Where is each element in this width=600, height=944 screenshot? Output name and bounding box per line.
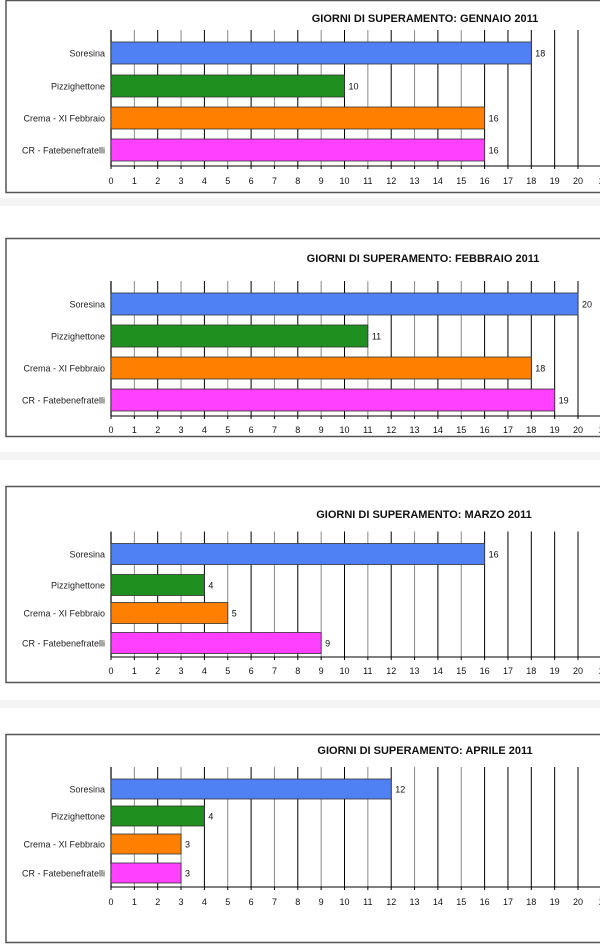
x-tick-label: 7 xyxy=(271,666,277,676)
category-label: Crema - XI Febbraio xyxy=(23,608,105,619)
data-label: 4 xyxy=(208,580,214,591)
x-tick-label: 16 xyxy=(479,897,490,907)
x-tick-label: 11 xyxy=(363,666,373,676)
x-tick-label: 8 xyxy=(295,666,301,676)
chart-marzo xyxy=(0,484,600,686)
x-tick-label: 13 xyxy=(409,666,420,676)
x-tick-label: 9 xyxy=(318,176,324,186)
data-label: 3 xyxy=(185,839,191,850)
category-label: Pizzighettone xyxy=(50,580,105,591)
x-tick-label: 4 xyxy=(201,666,207,676)
x-tick-label: 3 xyxy=(178,897,184,907)
data-label: 20 xyxy=(582,299,593,310)
category-label: Crema - XI Febbraio xyxy=(23,363,105,374)
x-tick-label: 16 xyxy=(479,666,490,676)
chart-title: GIORNI DI SUPERAMENTO: GENNAIO 2011 xyxy=(311,13,539,25)
x-tick-label: 7 xyxy=(271,425,277,435)
x-tick-label: 17 xyxy=(502,176,513,186)
data-label: 19 xyxy=(558,395,569,406)
x-tick-label: 0 xyxy=(108,897,114,907)
x-tick-label: 14 xyxy=(432,176,443,186)
data-label: 11 xyxy=(371,331,382,342)
bar xyxy=(111,293,578,315)
x-tick-label: 6 xyxy=(248,666,254,676)
category-label: CR - Fatebenefratelli xyxy=(21,868,105,879)
chart-title: GIORNI DI SUPERAMENTO: APRILE 2011 xyxy=(317,745,533,757)
bar xyxy=(111,575,204,596)
x-tick-label: 19 xyxy=(549,176,560,186)
chart-panel-aprile xyxy=(0,732,600,944)
x-tick-label: 2 xyxy=(155,897,161,907)
x-tick-label: 18 xyxy=(526,897,537,907)
sheet-gap xyxy=(0,700,600,708)
x-tick-label: 11 xyxy=(363,897,373,907)
bar xyxy=(111,834,181,854)
x-tick-label: 2 xyxy=(155,666,161,676)
bar xyxy=(111,806,204,826)
x-tick-label: 10 xyxy=(339,176,350,186)
x-tick-label: 1 xyxy=(131,425,137,435)
x-tick-label: 11 xyxy=(363,176,373,186)
category-label: Pizzighettone xyxy=(50,81,105,92)
x-tick-label: 8 xyxy=(295,425,301,435)
x-tick-label: 10 xyxy=(339,666,350,676)
x-tick-label: 2 xyxy=(155,425,161,435)
x-tick-label: 6 xyxy=(248,897,254,907)
x-tick-label: 15 xyxy=(456,897,467,907)
category-label: Pizzighettone xyxy=(50,811,105,822)
bar xyxy=(111,389,555,411)
x-tick-label: 3 xyxy=(178,176,184,186)
chart-frame xyxy=(6,735,600,943)
bar xyxy=(111,357,531,379)
x-tick-label: 3 xyxy=(178,425,184,435)
data-label: 3 xyxy=(185,868,191,879)
x-tick-label: 5 xyxy=(225,425,231,435)
x-tick-label: 4 xyxy=(201,425,207,435)
category-label: Soresina xyxy=(69,299,105,310)
x-tick-label: 19 xyxy=(549,425,560,435)
x-tick-label: 19 xyxy=(549,897,560,907)
category-label: Crema - XI Febbraio xyxy=(23,839,105,850)
x-tick-label: 1 xyxy=(131,176,137,186)
chart-panel-febbraio xyxy=(0,236,600,442)
x-tick-label: 12 xyxy=(386,666,397,676)
x-tick-label: 9 xyxy=(318,666,324,676)
bar xyxy=(111,139,485,161)
chart-aprile xyxy=(0,732,600,944)
x-tick-label: 12 xyxy=(386,425,397,435)
x-tick-label: 15 xyxy=(456,666,467,676)
x-tick-label: 17 xyxy=(502,897,513,907)
bar xyxy=(111,42,531,64)
category-label: Soresina xyxy=(69,549,105,560)
data-label: 16 xyxy=(488,549,499,560)
data-label: 4 xyxy=(208,811,214,822)
x-tick-label: 12 xyxy=(386,897,397,907)
category-label: CR - Fatebenefratelli xyxy=(21,395,105,406)
x-tick-label: 20 xyxy=(572,897,584,907)
x-tick-label: 19 xyxy=(549,666,560,676)
category-label: Pizzighettone xyxy=(50,331,105,342)
x-tick-label: 0 xyxy=(108,666,114,676)
category-label: Soresina xyxy=(69,784,105,795)
sheet-gap xyxy=(0,452,600,460)
bar xyxy=(111,75,345,97)
bar xyxy=(111,325,368,347)
x-tick-label: 17 xyxy=(502,666,513,676)
x-tick-label: 14 xyxy=(432,666,443,676)
data-label: 16 xyxy=(488,145,499,156)
category-label: CR - Fatebenefratelli xyxy=(21,145,105,156)
x-tick-label: 18 xyxy=(526,666,537,676)
x-tick-label: 17 xyxy=(502,425,513,435)
data-label: 9 xyxy=(325,638,331,649)
x-tick-label: 1 xyxy=(131,666,137,676)
x-tick-label: 10 xyxy=(339,897,350,907)
x-tick-label: 18 xyxy=(526,176,537,186)
bar xyxy=(111,603,228,624)
x-tick-label: 20 xyxy=(572,425,584,435)
chart-title: GIORNI DI SUPERAMENTO: FEBBRAIO 2011 xyxy=(306,253,540,265)
x-tick-label: 18 xyxy=(526,425,537,435)
x-tick-label: 2 xyxy=(155,176,161,186)
x-tick-label: 5 xyxy=(225,176,231,186)
category-label: CR - Fatebenefratelli xyxy=(21,638,105,649)
x-tick-label: 13 xyxy=(409,425,420,435)
x-tick-label: 6 xyxy=(248,176,254,186)
bar xyxy=(111,863,181,883)
x-tick-label: 4 xyxy=(201,897,207,907)
x-tick-label: 13 xyxy=(409,176,420,186)
x-tick-label: 6 xyxy=(248,425,254,435)
x-tick-label: 8 xyxy=(295,897,301,907)
chart-title: GIORNI DI SUPERAMENTO: MARZO 2011 xyxy=(316,509,532,521)
x-tick-label: 7 xyxy=(271,176,277,186)
x-tick-label: 15 xyxy=(456,425,467,435)
category-label: Soresina xyxy=(69,48,105,59)
x-tick-label: 13 xyxy=(409,897,420,907)
chart-gennaio xyxy=(0,0,600,196)
chart-febbraio xyxy=(0,236,600,442)
x-tick-label: 20 xyxy=(572,666,584,676)
x-tick-label: 20 xyxy=(572,176,584,186)
x-tick-label: 3 xyxy=(178,666,184,676)
x-tick-label: 1 xyxy=(131,897,137,907)
x-tick-label: 0 xyxy=(108,176,114,186)
data-label: 18 xyxy=(535,48,546,59)
x-tick-label: 5 xyxy=(225,666,231,676)
sheet-gap xyxy=(0,198,600,206)
x-tick-label: 7 xyxy=(271,897,277,907)
data-label: 16 xyxy=(488,113,499,124)
x-tick-label: 9 xyxy=(318,425,324,435)
x-tick-label: 4 xyxy=(201,176,207,186)
data-label: 12 xyxy=(395,784,406,795)
category-label: Crema - XI Febbraio xyxy=(23,113,105,124)
x-tick-label: 14 xyxy=(432,897,443,907)
x-tick-label: 14 xyxy=(432,425,443,435)
x-tick-label: 0 xyxy=(108,425,114,435)
bar xyxy=(111,107,485,129)
bar xyxy=(111,633,321,654)
chart-panel-marzo xyxy=(0,484,600,686)
x-tick-label: 9 xyxy=(318,897,324,907)
bar xyxy=(111,779,391,799)
data-label: 18 xyxy=(535,363,546,374)
x-tick-label: 5 xyxy=(225,897,231,907)
data-label: 5 xyxy=(231,608,237,619)
chart-panel-gennaio xyxy=(0,0,600,196)
x-tick-label: 15 xyxy=(456,176,467,186)
x-tick-label: 11 xyxy=(363,425,373,435)
x-tick-label: 16 xyxy=(479,176,490,186)
x-tick-label: 12 xyxy=(386,176,397,186)
x-tick-label: 16 xyxy=(479,425,490,435)
data-label: 10 xyxy=(348,81,359,92)
x-tick-label: 10 xyxy=(339,425,350,435)
x-tick-label: 8 xyxy=(295,176,301,186)
bar xyxy=(111,544,485,565)
